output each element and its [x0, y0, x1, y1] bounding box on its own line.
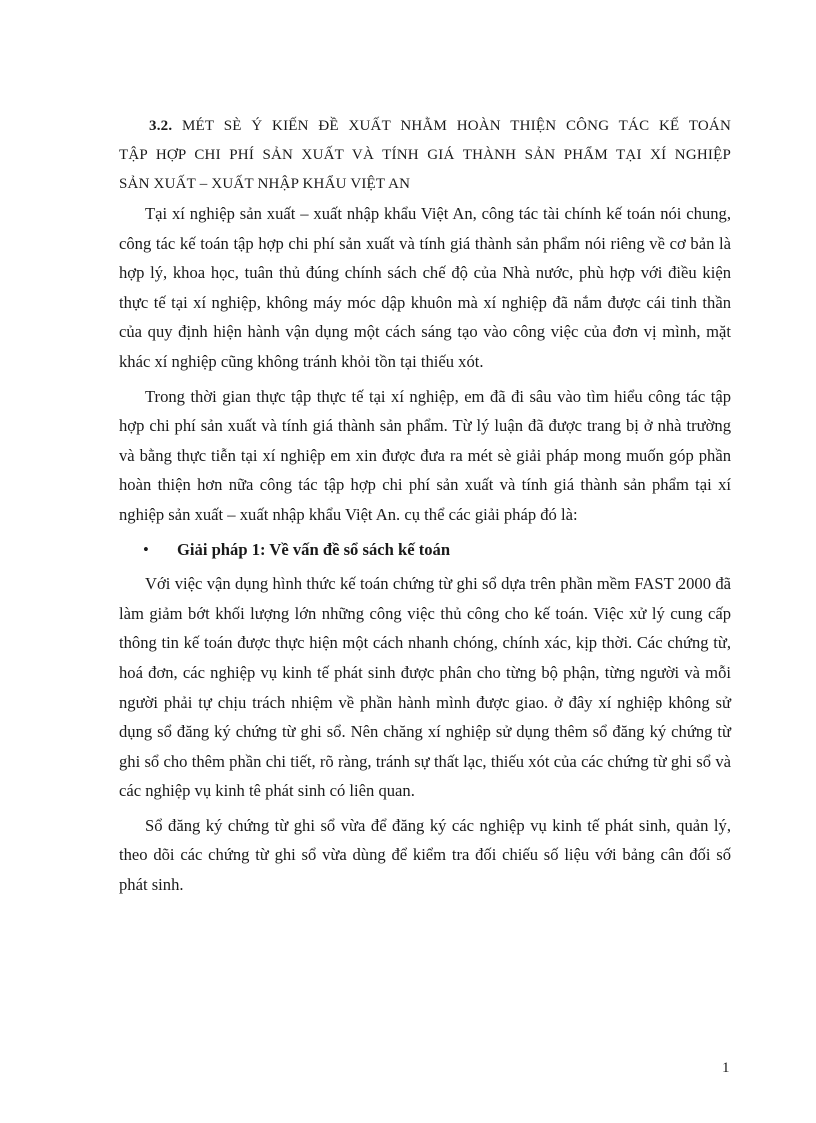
paragraph-3: Với việc vận dụng hình thức kế toán chứng từ ghi sổ dựa trên phần mềm FAST 2000 đã làm giảm bớt khối lượng lớn những công việc thủ công cho kế toán. Việc xử lý cung cấp thông tin kế toán được thực hiện một cách nhanh chóng, chính xác, kịp thời. Các chứng từ, hoá đơn, các nghiệp vụ kinh tế phát sinh được phân cho từng bộ phận, từng người và mỗi người phải tự chịu trách nhiệm về phần hành mình được giao. ở đây xí nghiệp không sử dụng sổ đăng ký chứng từ ghi sổ. Nên chăng xí nghiệp sử dụng thêm sổ đăng ký chứng từ ghi sổ cho thêm phần chi tiết, rõ ràng, tránh sự thất lạc, thiếu xót của các chứng từ ghi sổ và các nghiệp vụ kinh tê phát sinh có liên quan.	[119, 574, 731, 801]
section-heading	[119, 112, 731, 199]
bullet-item	[119, 535, 731, 565]
paragraph-1: Tại xí nghiệp sản xuất – xuất nhập khẩu Việt An, công tác tài chính kế toán nói chung, công tác kế toán tập hợp chi phí sản xuất và tính giá thành sản phẩm nói riêng về cơ bản là hợp lý, khoa học, tuân thủ đúng chính sách chế độ của Nhà nước, phù hợp với điều kiện thực tế tại xí nghiệp, không máy móc dập khuôn mà xí nghiệp đã nắm được cái tinh thần của quy định hiện hành vận dụng một cách sáng tạo vào công việc của đơn vị mình, mặt khác xí nghiệp cũng không tránh khỏi tồn tại thiếu xót.	[119, 204, 731, 371]
page-number: 1	[722, 1060, 730, 1076]
paragraph-4: Sổ đăng ký chứng từ ghi sổ vừa để đăng ký các nghiệp vụ kinh tế phát sinh, quản lý, theo dõi các chứng từ ghi sổ vừa dùng để kiểm tra đối chiếu số liệu với bảng cân đối số phát sinh.	[119, 815, 731, 895]
paragraph-2: Trong thời gian thực tập thực tế tại xí nghiệp, em đã đi sâu vào tìm hiểu công tác tập hợp chi phí sản xuất và tính giá thành sản phẩm. Từ lý luận đã được trang bị ở nhà trường và bằng thực tiễn tại xí nghiệp em xin được đưa ra mét sè giải pháp mong muốn góp phần hoàn thiện hơn nữa công tác tập hợp chi phí sản xuất và tính giá thành sản phẩm tại xí nghiệp sản xuất – xuất nhập khẩu Việt An. cụ thể các giải pháp đó là:	[119, 386, 731, 524]
heading-line-1: MÉT SÈ Ý KIẾN ĐỀ XUẤT NHẰM HOÀN THIỆN CÔNG TÁC KẾ TOÁN	[182, 118, 731, 134]
heading-line-3: SẢN XUẤT – XUẤT NHẬP KHẨU VIỆT AN	[119, 176, 411, 192]
section-number: 3.2.	[149, 118, 173, 134]
document-page	[119, 112, 731, 905]
heading-line-2: TẬP HỢP CHI PHÍ SẢN XUẤT VÀ TÍNH GIÁ THÀNH SẢN PHẨM TẠI XÍ NGHIỆP	[119, 147, 731, 163]
bullet-icon: •	[143, 539, 149, 559]
bullet-text: Giải pháp 1: Về vấn đề sổ sách kế toán	[177, 539, 451, 559]
